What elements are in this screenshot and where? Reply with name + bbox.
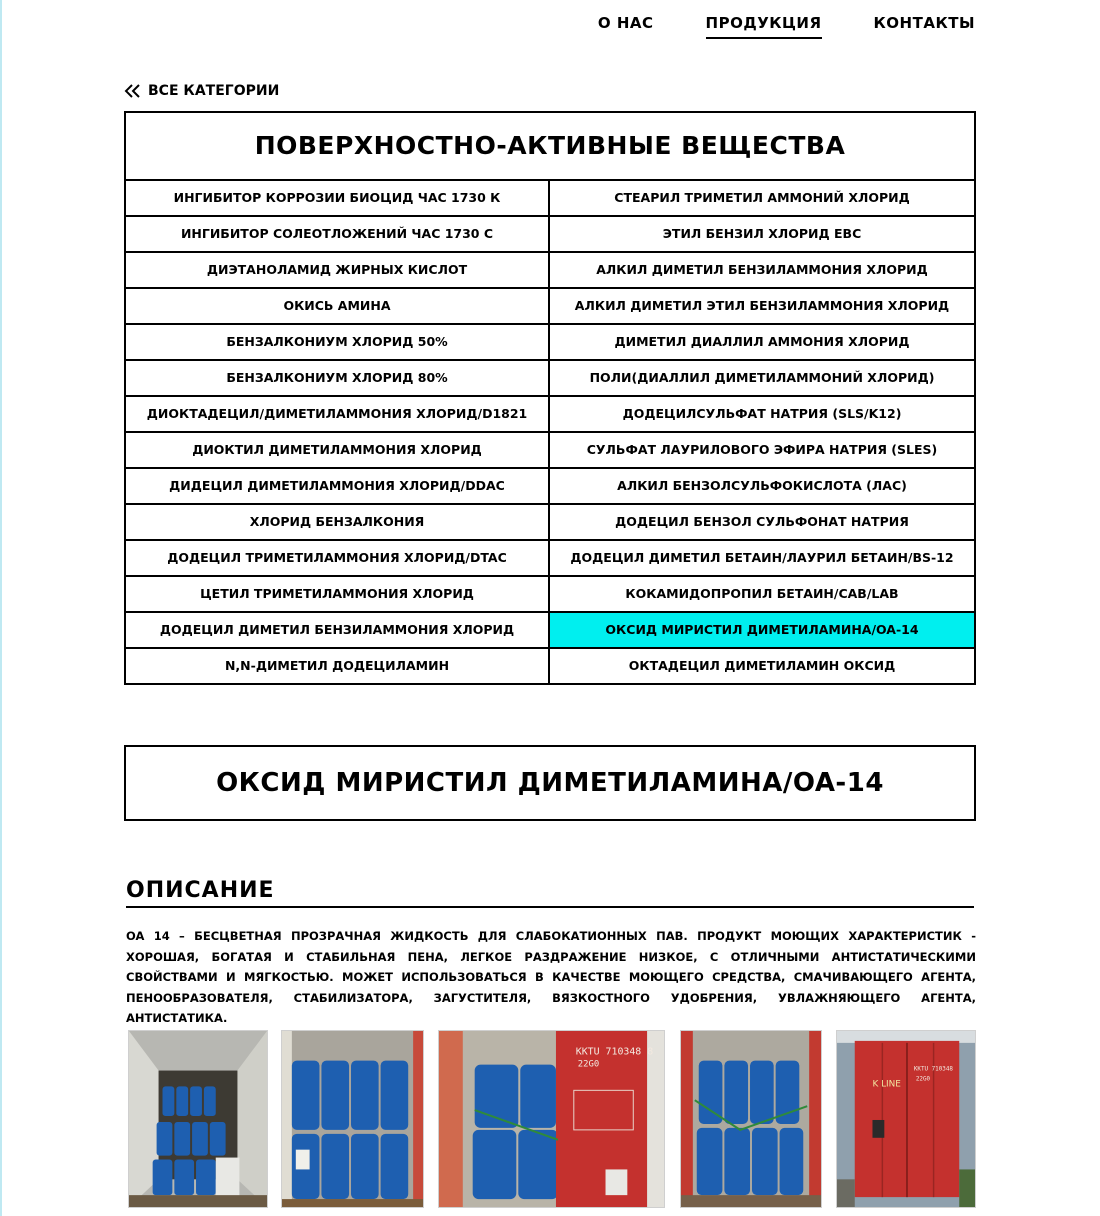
category-title: ПОВЕРХНОСТНО-АКТИВНЫЕ ВЕЩЕСТВА: [126, 113, 974, 181]
category-item-right[interactable]: АЛКИЛ ДИМЕТИЛ ЭТИЛ БЕНЗИЛАММОНИЯ ХЛОРИД: [550, 289, 974, 325]
category-item-left[interactable]: ДОДЕЦИЛ ДИМЕТИЛ БЕНЗИЛАММОНИЯ ХЛОРИД: [126, 613, 550, 649]
category-item-right[interactable]: СУЛЬФАТ ЛАУРИЛОВОГО ЭФИРА НАТРИЯ (SLES): [550, 433, 974, 469]
category-item-right[interactable]: ДОДЕЦИЛСУЛЬФАТ НАТРИЯ (SLS/K12): [550, 397, 974, 433]
main-nav: [598, 14, 975, 39]
photo-barrels-strapped[interactable]: [680, 1030, 822, 1208]
double-chevron-left-icon: [124, 84, 142, 98]
category-item-right[interactable]: АЛКИЛ ДИМЕТИЛ БЕНЗИЛАММОНИЯ ХЛОРИД: [550, 253, 974, 289]
category-item-right[interactable]: СТЕАРИЛ ТРИМЕТИЛ АММОНИЙ ХЛОРИД: [550, 181, 974, 217]
category-item-right[interactable]: ЭТИЛ БЕНЗИЛ ХЛОРИД EBC: [550, 217, 974, 253]
category-item-left[interactable]: ДИОКТАДЕЦИЛ/ДИМЕТИЛАММОНИЯ ХЛОРИД/D1821: [126, 397, 550, 433]
svg-text:22G0: 22G0: [915, 1076, 931, 1083]
back-to-categories-link[interactable]: [124, 83, 279, 99]
back-link-label: ВСЕ КАТЕГОРИИ: [148, 83, 280, 99]
category-item-left[interactable]: ИНГИБИТОР КОРРОЗИИ БИОЦИД ЧАС 1730 К: [126, 181, 550, 217]
category-item-right[interactable]: ДИМЕТИЛ ДИАЛЛИЛ АММОНИЯ ХЛОРИД: [550, 325, 974, 361]
svg-text:KKTU 710348 8: KKTU 710348 8: [575, 1046, 654, 1058]
category-item-right[interactable]: АЛКИЛ БЕНЗОЛСУЛЬФОКИСЛОТА (ЛАС): [550, 469, 974, 505]
photo-container-door-open[interactable]: [438, 1030, 665, 1208]
svg-text:K LINE: K LINE: [872, 1079, 901, 1090]
description-heading: ОПИСАНИЕ: [126, 878, 974, 908]
category-item-left[interactable]: N,N-ДИМЕТИЛ ДОДЕЦИЛАМИН: [126, 649, 550, 683]
category-item-left[interactable]: ИНГИБИТОР СОЛЕОТЛОЖЕНИЙ ЧАС 1730 С: [126, 217, 550, 253]
photo-container-closed[interactable]: [836, 1030, 976, 1208]
product-title: ОКСИД МИРИСТИЛ ДИМЕТИЛАМИНА/OA-14: [124, 745, 976, 821]
category-item-right[interactable]: ДОДЕЦИЛ ДИМЕТИЛ БЕТАИН/ЛАУРИЛ БЕТАИН/BS-12: [550, 541, 974, 577]
category-item-left[interactable]: ДИОКТИЛ ДИМЕТИЛАММОНИЯ ХЛОРИД: [126, 433, 550, 469]
svg-text:KKTU 710348: KKTU 710348: [913, 1066, 953, 1073]
description-text: OA 14 – БЕСЦВЕТНАЯ ПРОЗРАЧНАЯ ЖИДКОСТЬ ДЛЯ СЛАБОКАТИОННЫХ ПАВ. ПРОДУКТ МОЮЩИХ ХАРАКТЕРИСТИК - ХОРОШАЯ, БОГАТАЯ И СТАБИЛЬНАЯ ПЕНА, ЛЕГКОЕ РАЗДРАЖЕНИЕ НИЗКОЕ, С ОТЛИЧНЫМИ АНТИСТАТИЧЕСКИМИ СВОЙСТВАМИ И МЯГКОСТЬЮ. МОЖЕТ ИСПОЛЬЗОВАТЬСЯ В КАЧЕСТВЕ МОЮЩЕГО СРЕДСТВА, СМАЧИВАЮЩЕГО АГЕНТА, ПЕНООБРАЗОВАТЕЛЯ, СТАБИЛИЗАТОРА, ЗАГУСТИТЕЛЯ, ВЯЗКОСТНОГО УДОБРЕНИЯ, УВЛАЖНЯЮЩЕГО АГЕНТА, АНТИСТАТИКА.: [126, 929, 976, 1025]
category-item-left[interactable]: ХЛОРИД БЕНЗАЛКОНИЯ: [126, 505, 550, 541]
svg-text:22G0: 22G0: [577, 1059, 600, 1070]
category-item-left[interactable]: БЕНЗАЛКОНИУМ ХЛОРИД 80%: [126, 361, 550, 397]
category-item-right[interactable]: ДОДЕЦИЛ БЕНЗОЛ СУЛЬФОНАТ НАТРИЯ: [550, 505, 974, 541]
category-item-left[interactable]: БЕНЗАЛКОНИУМ ХЛОРИД 50%: [126, 325, 550, 361]
photo-container-interior[interactable]: [128, 1030, 268, 1208]
category-item-right[interactable]: ОКСИД МИРИСТИЛ ДИМЕТИЛАМИНА/OA-14: [550, 613, 974, 649]
nav-contacts[interactable]: КОНТАКТЫ: [873, 14, 975, 32]
category-item-left[interactable]: ДИДЕЦИЛ ДИМЕТИЛАММОНИЯ ХЛОРИД/DDAC: [126, 469, 550, 505]
category-item-left[interactable]: ДОДЕЦИЛ ТРИМЕТИЛАММОНИЯ ХЛОРИД/DTAC: [126, 541, 550, 577]
category-item-left[interactable]: ОКИСЬ АМИНА: [126, 289, 550, 325]
category-item-left[interactable]: ЦЕТИЛ ТРИМЕТИЛАММОНИЯ ХЛОРИД: [126, 577, 550, 613]
nav-about[interactable]: О НАС: [597, 14, 654, 32]
category-item-right[interactable]: КОКАМИДОПРОПИЛ БЕТАИН/CAB/LAB: [550, 577, 974, 613]
category-item-right[interactable]: ОКТАДЕЦИЛ ДИМЕТИЛАМИН ОКСИД: [628, 658, 896, 673]
photo-barrels-stacked[interactable]: [281, 1030, 424, 1208]
category-table: [124, 111, 976, 685]
nav-products[interactable]: ПРОДУКЦИЯ: [706, 14, 822, 39]
category-grid: [126, 181, 974, 683]
category-item-right[interactable]: ПОЛИ(ДИАЛЛИЛ ДИМЕТИЛАММОНИЙ ХЛОРИД): [550, 361, 974, 397]
product-photos: [0, 1030, 1100, 1208]
category-item-left[interactable]: ДИЭТАНОЛАМИД ЖИРНЫХ КИСЛОТ: [126, 253, 550, 289]
